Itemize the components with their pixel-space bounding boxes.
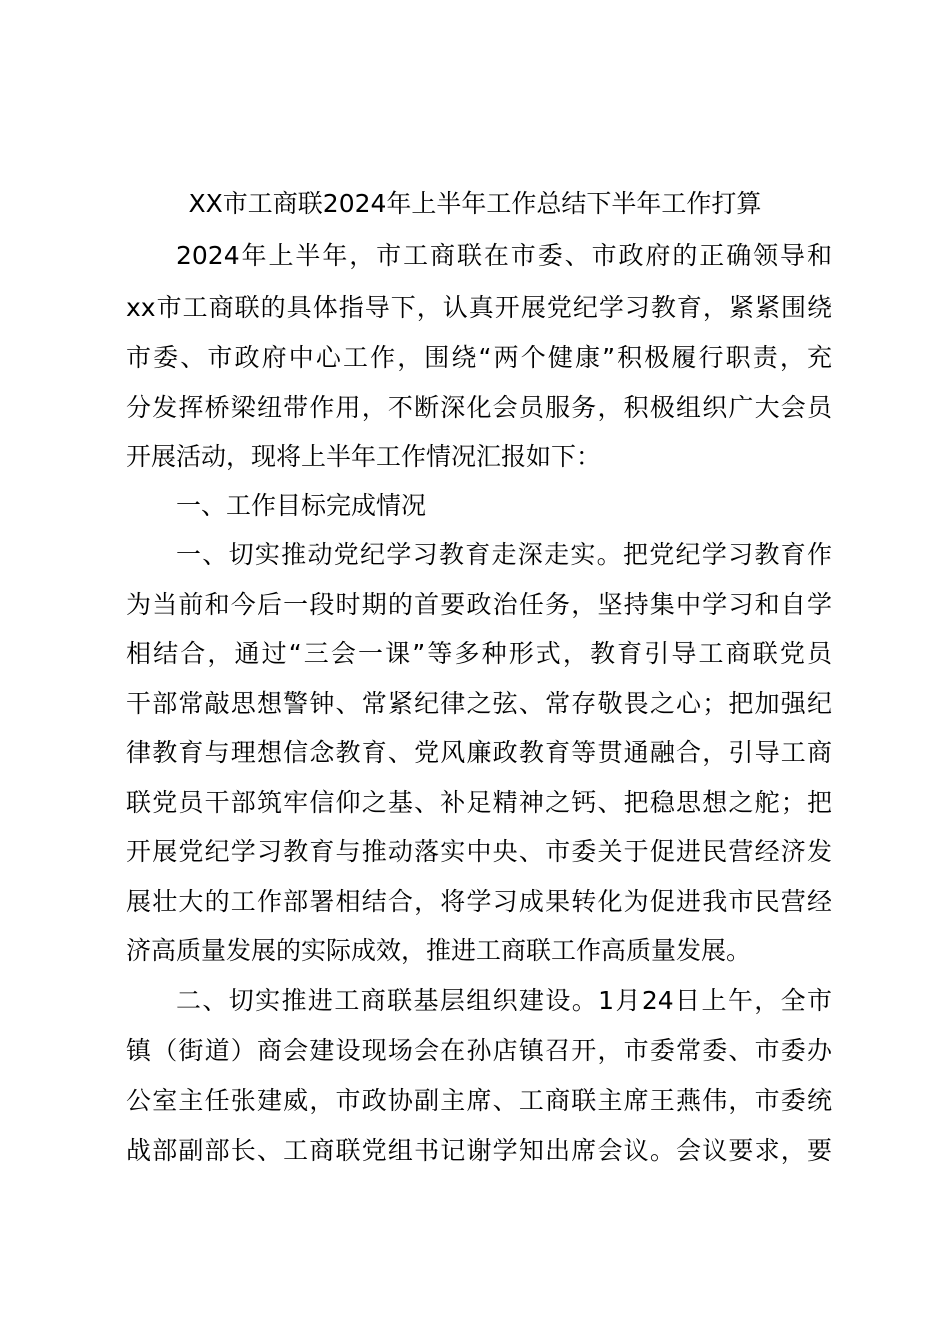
paragraph-line: 相结合，通过“三会一课”等多种形式，教育引导工商联党员 xyxy=(126,639,832,668)
paragraph-line: 展壮大的工作部署相结合，将学习成果转化为促进我市民营经 xyxy=(126,887,832,916)
paragraph-line: 联党员干部筑牢信仰之基、补足精神之钙、把稳思想之舵；把 xyxy=(126,788,832,817)
paragraph-line: 公室主任张建威，市政协副主席、工商联主席王燕伟，市委统 xyxy=(126,1086,832,1115)
paragraph-line: 开展党纪学习教育与推动落实中央、市委关于促进民营经济发 xyxy=(126,837,832,866)
paragraph-line: 战部副部长、工商联党组书记谢学知出席会议。会议要求，要 xyxy=(126,1136,832,1165)
paragraph-line: 二、切实推进工商联基层组织建设。1月24日上午，全市 xyxy=(176,986,832,1015)
paragraph-line: 干部常敲思想警钟、常紧纪律之弦、常存敬畏之心；把加强纪 xyxy=(126,689,832,718)
paragraph-line: 为当前和今后一段时期的首要政治任务，坚持集中学习和自学 xyxy=(126,590,832,619)
section-heading: 一、工作目标完成情况 xyxy=(176,491,427,520)
intro-line: 分发挥桥梁纽带作用，不断深化会员服务，积极组织广大会员 xyxy=(126,393,832,422)
paragraph-line: 济高质量发展的实际成效，推进工商联工作高质量发展。 xyxy=(126,936,752,965)
paragraph-line: 律教育与理想信念教育、党风廉政教育等贯通融合，引导工商 xyxy=(126,738,832,767)
paragraph-line: 一、切实推动党纪学习教育走深走实。把党纪学习教育作 xyxy=(176,540,832,569)
paragraph-line: 镇（街道）商会建设现场会在孙店镇召开，市委常委、市委办 xyxy=(126,1036,832,1065)
document-title: XX市工商联2024年上半年工作总结下半年工作打算 xyxy=(188,189,762,218)
intro-line: 2024年上半年，市工商联在市委、市政府的正确领导和 xyxy=(176,241,832,270)
intro-line: 市委、市政府中心工作，围绕“两个健康”积极履行职责，充 xyxy=(126,343,832,372)
intro-line: 开展活动，现将上半年工作情况汇报如下： xyxy=(126,442,602,471)
intro-line: xx市工商联的具体指导下，认真开展党纪学习教育，紧紧围绕 xyxy=(126,293,832,322)
